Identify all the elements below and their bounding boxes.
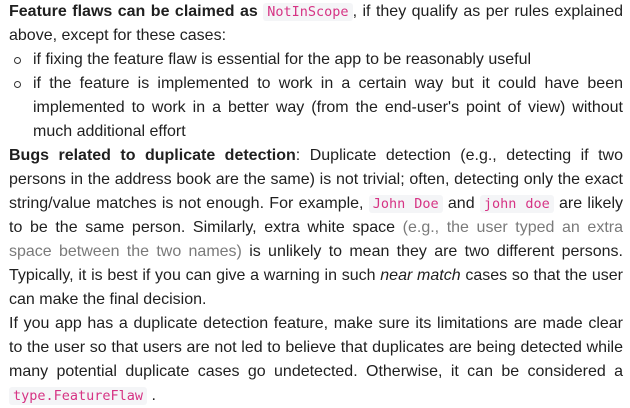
john-doe-code: John Doe — [369, 195, 443, 213]
limitations-period: . — [151, 387, 156, 404]
list-item: if the feature is implemented to work in a certain way but it could have been implemented to work in a better way (from the end-user's point of view) without much additional effort — [33, 72, 623, 144]
paragraph-feature-flaws — [9, 0, 623, 48]
near-match-emphasis: near match — [380, 267, 461, 284]
exception-list — [9, 48, 623, 144]
limitations-text: If you app has a duplicate detection feature, make sure its limitations are made clear to the user so that users are not led to believe that duplicates are being detected while many potential duplicate cases go undetected. Otherwise, it can be considered a — [9, 315, 623, 380]
duplicate-text-1: : Duplicate detection (e.g., detecting if two persons in the address book are the same) is not trivial; often, detecting only the exact string/value matches is not enough. For example, — [9, 147, 623, 212]
duplicate-text-and: and — [447, 195, 475, 212]
duplicate-text-3: is unlikely to mean they are two different persons. Typically, it is best if you can give a warning in such — [9, 243, 624, 284]
john-doe-lowercase-code: john doe — [480, 195, 554, 213]
duplicate-text-4: cases so that the user can make the final decision. — [9, 267, 624, 308]
notinscope-code: NotInScope — [263, 3, 352, 21]
paragraph-duplicate-detection — [9, 144, 623, 312]
paragraph-limitations — [9, 312, 623, 408]
feature-flaws-text: , if they qualify as per rules explained above, except for these cases: — [9, 3, 623, 44]
duplicate-text-2: are likely to be the same person. Similarly, extra white space — [9, 195, 623, 236]
list-item: if fixing the feature flaw is essential for the app to be reasonably useful — [33, 48, 623, 72]
featureflaw-code: type.FeatureFlaw — [9, 387, 147, 405]
whitespace-example: (e.g., the user typed an extra space between the two names) — [9, 219, 623, 260]
feature-flaws-heading: Feature flaws can be claimed as — [9, 3, 258, 20]
duplicate-detection-heading: Bugs related to duplicate detection — [9, 147, 296, 164]
